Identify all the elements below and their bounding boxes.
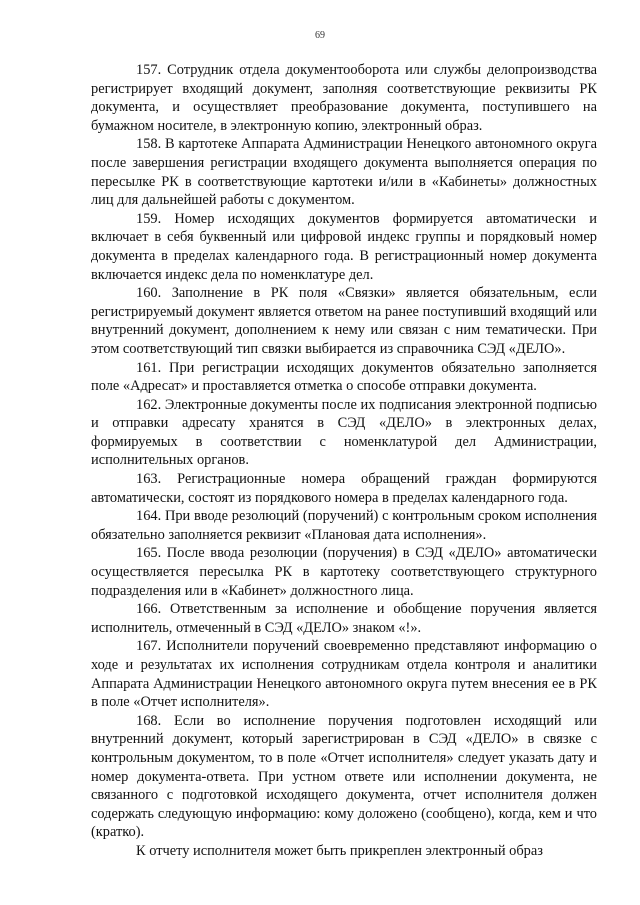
paragraph-167: 167. Исполнители поручений своевременно представляют информацию о ходе и результатах их исполнения сотрудникам отдела контроля и аналитики Аппарата Администрации Ненецкого автономного округа путем внесения ее в РК в поле «Отчет исполнителя». [91,638,597,711]
document-body [91,61,597,861]
paragraph-164: 164. При вводе резолюций (поручений) с контрольным сроком исполнения обязательно заполняется реквизит «Плановая дата исполнения». [91,508,597,543]
paragraph-163: 163. Регистрационные номера обращений граждан формируются автоматически, состоят из порядкового номера в пределах календарного года. [91,471,597,506]
paragraph-168: 168. Если во исполнение поручения подготовлен исходящий или внутренний документ, который зарегистрирован в СЭД «ДЕЛО» в связке с контрольным документом, то в поле «Отчет исполнителя» следует указать дату и номер документа-ответа. При устном ответе или исполнении документа, не связанного с подготовкой исходящего документа, отчет исполнителя должен содержать следующую информацию: кому доложено (сообщено), когда, кем и что (кратко). [91,712,597,841]
paragraph-158: 158. В картотеке Аппарата Администрации Ненецкого автономного округа после завершения регистрации входящего документа выполняется операция по пересылке РК в соответствующие картотеки и/или в «Кабинеты» должностных лиц для дальнейшей работы с документом. [91,136,597,209]
paragraph-166: 166. Ответственным за исполнение и обобщение поручения является исполнитель, отмеченный в СЭД «ДЕЛО» знаком «!». [91,601,597,636]
paragraph-159: 159. Номер исходящих документов формируется автоматически и включает в себя буквенный или цифровой индекс группы и порядковый номер документа в пределах календарного года. В регистрационный номер документа включается индекс дела по номенклатуре дел. [91,210,597,283]
paragraph-continuation: К отчету исполнителя может быть прикреплен электронный образ [136,842,543,859]
paragraph-165: 165. После ввода резолюции (поручения) в СЭД «ДЕЛО» автоматически осуществляется пересылка РК в картотеку соответствующего структурного подразделения или в «Кабинет» должностного лица. [91,545,597,599]
paragraph-160: 160. Заполнение в РК поля «Связки» является обязательным, если регистрируемый документ является ответом на ранее поступивший входящий или внутренний документ, дополнением к нему или связан с ним тематически. При этом соответствующий тип связки выбирается из справочника СЭД «ДЕЛО». [91,285,597,357]
paragraph-157: 157. Сотрудник отдела документооборота или службы делопроизводства регистрирует входящий документ, заполняя соответствующие реквизиты РК документа, и осуществляет преобразование документа, поступившего на бумажном носителе, в электронную копию, электронный образ. [91,62,597,134]
paragraph-162: 162. Электронные документы после их подписания электронной подписью и отправки адресату хранятся в СЭД «ДЕЛО» в электронных делах, формируемых в соответствии с номенклатурой дел Администрации, исполнительных органов. [91,396,597,469]
paragraph-161: 161. При регистрации исходящих документов обязательно заполняется поле «Адресат» и проставляется отметка о способе отправки документа. [91,359,597,395]
page-number: 69 [315,30,325,41]
